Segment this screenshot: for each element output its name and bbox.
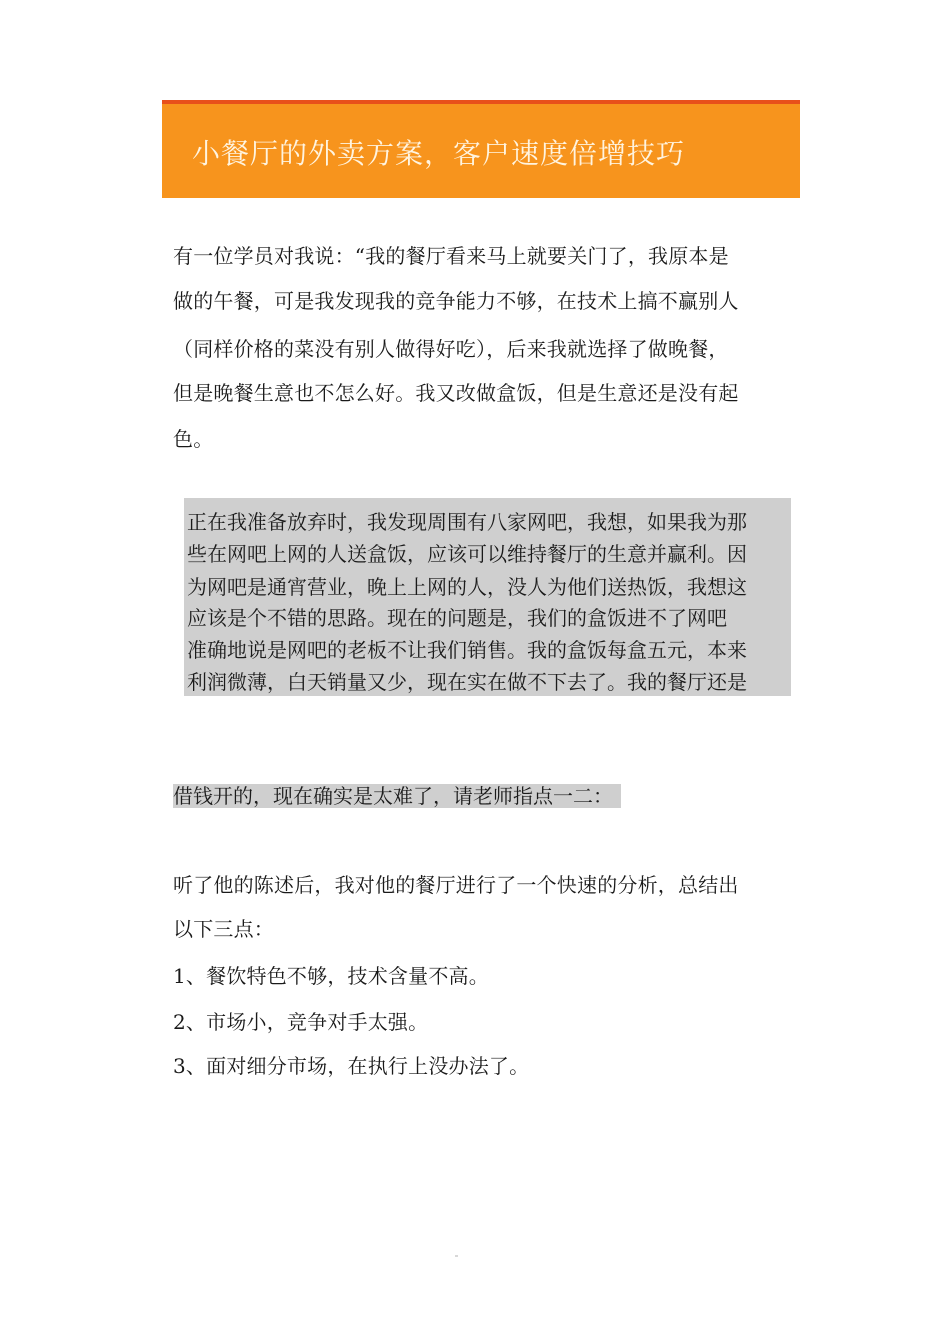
page-title: 小餐厅的外卖方案，客户速度倍增技巧 xyxy=(192,137,686,170)
quote-line: 应该是个不错的思路。现在的问题是，我们的盒饭进不了网吧 xyxy=(187,606,727,630)
analysis-line: 以下三点： xyxy=(173,917,274,941)
title-banner xyxy=(162,100,800,198)
page-footer-mark xyxy=(455,1255,458,1257)
quote-continuation: 借钱开的，现在确实是太难了，请老师指点一二： xyxy=(173,784,621,808)
intro-line: 有一位学员对我说：“我的餐厅看来马上就要关门了，我原本是 xyxy=(173,244,729,268)
quote-line: 利润微薄，白天销量又少，现在实在做不下去了。我的餐厅还是 xyxy=(187,670,747,694)
quote-line: 为网吧是通宵营业，晚上上网的人，没人为他们送热饭，我想这 xyxy=(187,575,747,599)
analysis-point: 2、市场小，竞争对手太强。 xyxy=(173,1010,429,1034)
analysis-point: 1、餐饮特色不够，技术含量不高。 xyxy=(173,964,489,988)
quote-block xyxy=(184,498,791,696)
intro-line: 做的午餐，可是我发现我的竞争能力不够，在技术上搞不赢别人 xyxy=(173,289,739,313)
quote-line: 些在网吧上网的人送盒饭，应该可以维持餐厅的生意并赢利。因 xyxy=(187,542,747,566)
analysis-point: 3、面对细分市场，在执行上没办法了。 xyxy=(173,1054,530,1078)
analysis-line: 听了他的陈述后，我对他的餐厅进行了一个快速的分析，总结出 xyxy=(173,873,739,897)
intro-line: 色。 xyxy=(173,427,214,451)
quote-line: 正在我准备放弃时，我发现周围有八家网吧，我想，如果我为那 xyxy=(187,510,747,534)
quote-line: 准确地说是网吧的老板不让我们销售。我的盒饭每盒五元，本来 xyxy=(187,638,747,662)
intro-line: （同样价格的菜没有别人做得好吃），后来我就选择了做晚餐， xyxy=(173,337,729,361)
intro-line: 但是晚餐生意也不怎么好。我又改做盒饭，但是生意还是没有起 xyxy=(173,381,739,405)
